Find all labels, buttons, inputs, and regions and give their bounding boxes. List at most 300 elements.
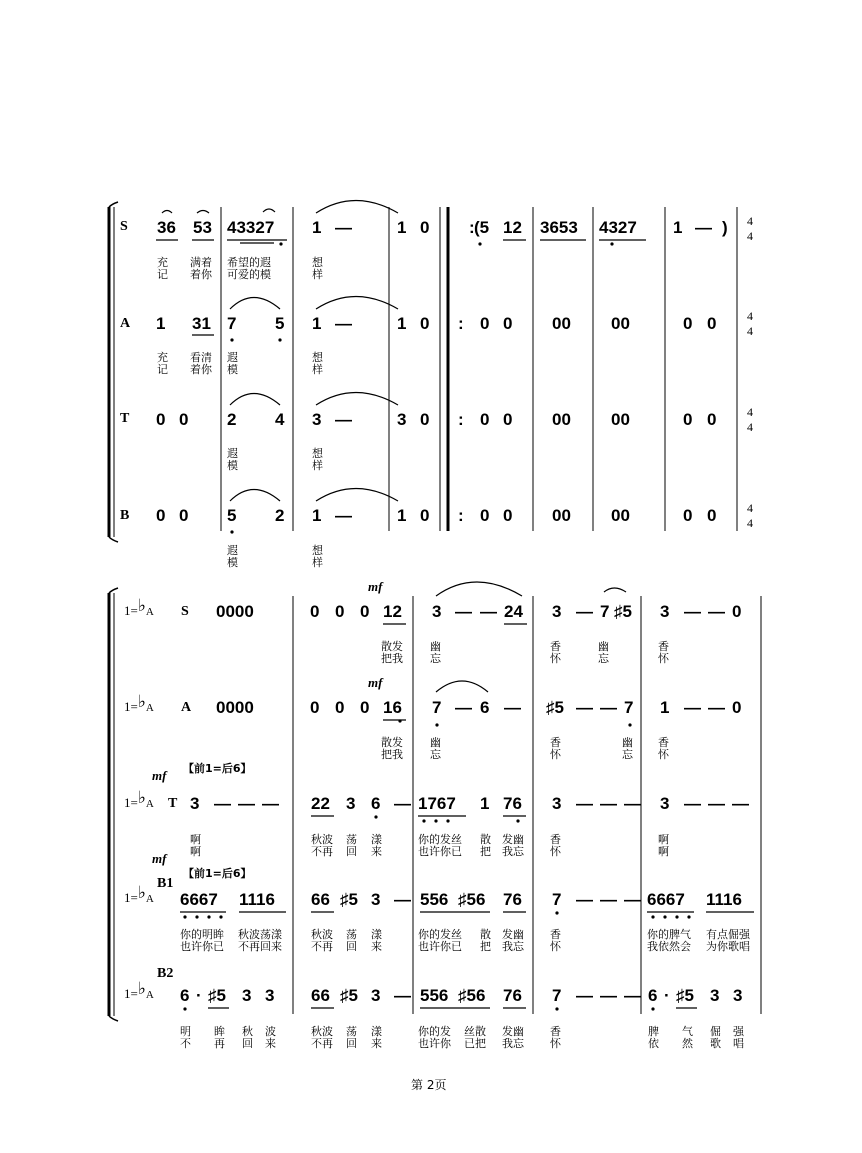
note: 0 xyxy=(156,410,166,429)
note-dash: — xyxy=(394,794,411,813)
note: 1 xyxy=(156,314,166,333)
note-dash: — xyxy=(684,794,701,813)
note: 2 xyxy=(275,506,285,525)
note-augmentation-dot: · xyxy=(196,986,202,1005)
note: 1 xyxy=(312,506,322,525)
note: 556 xyxy=(420,986,449,1005)
note: 0 xyxy=(179,506,189,525)
lyric: 倔 xyxy=(710,1025,721,1038)
note: 0 xyxy=(310,602,320,621)
note: 22 xyxy=(311,794,330,813)
note: 1116 xyxy=(706,890,742,909)
lyric: 也许你已 xyxy=(418,940,462,953)
note-dash: — xyxy=(394,986,411,1005)
lyric: 来 xyxy=(371,845,382,858)
note: 76 xyxy=(503,986,522,1005)
note: ♯5 xyxy=(340,986,358,1005)
note: 0 xyxy=(360,698,370,717)
lyric: 散 xyxy=(480,928,491,941)
lyric: 充 xyxy=(157,351,168,364)
lyric: 荡 xyxy=(346,928,357,941)
note: 6 xyxy=(180,986,190,1005)
key-signature: 1=♭A xyxy=(124,883,154,905)
note: 5 xyxy=(275,314,285,333)
note: 3 xyxy=(733,986,743,1005)
note: 1 xyxy=(480,794,490,813)
lyric: 已把 xyxy=(464,1037,486,1050)
note: 0 xyxy=(707,410,717,429)
part-label-b2: B2 xyxy=(157,966,174,981)
system-1-octave-dots xyxy=(230,242,613,533)
lyric: 想 xyxy=(312,447,323,460)
note: 7 xyxy=(552,890,562,909)
note-dash: — xyxy=(576,986,593,1005)
lyric: 漾 xyxy=(371,833,382,846)
note-dash: — xyxy=(695,218,712,237)
note: 0 xyxy=(179,410,189,429)
lyric: 怀 xyxy=(550,748,561,761)
note-dash: — xyxy=(708,794,725,813)
lyric: 散 xyxy=(480,833,491,846)
repeat-colon: : xyxy=(458,314,464,333)
lyric: 来 xyxy=(265,1037,276,1050)
note-dash: — xyxy=(335,218,352,237)
part-label-t: T xyxy=(120,411,130,426)
lyric: 模 xyxy=(227,459,238,472)
lyric: 想 xyxy=(312,544,323,557)
lyric: 你的发 xyxy=(418,1025,451,1038)
lyric: 我忘 xyxy=(502,1037,524,1050)
note: 00 xyxy=(611,410,630,429)
lyric: 秋波 xyxy=(311,1025,333,1038)
note: 0 xyxy=(707,506,717,525)
note-dash: — xyxy=(624,890,641,909)
note: 31 xyxy=(192,314,211,333)
note: 3 xyxy=(346,794,356,813)
time-signature-bottom: 4 xyxy=(747,229,753,243)
lyric: 忘 xyxy=(622,748,633,761)
lyric: 怀 xyxy=(658,652,669,665)
lyric: 不再回来 xyxy=(238,940,282,953)
part-label-b1: B1 xyxy=(157,876,174,891)
lyric: 来 xyxy=(371,1037,382,1050)
note: 3 xyxy=(190,794,200,813)
lyric: 模 xyxy=(227,363,238,376)
note: 0 xyxy=(335,698,345,717)
lyric: 希望的遐 xyxy=(227,256,271,269)
note: 0 xyxy=(683,410,693,429)
note: 1 xyxy=(397,218,407,237)
lyric: 幽 xyxy=(598,640,609,653)
lyric: 幽 xyxy=(430,640,441,653)
note: 3 xyxy=(312,410,322,429)
note: 3 xyxy=(371,890,381,909)
note: 1 xyxy=(397,314,407,333)
part-label-s: S xyxy=(181,604,189,619)
note: ♯5 xyxy=(340,890,358,909)
note: 6 xyxy=(371,794,381,813)
lyric: 明 xyxy=(180,1025,191,1038)
system-2-bracket xyxy=(109,588,118,1021)
lyric: 来 xyxy=(371,940,382,953)
note: 5 xyxy=(227,506,237,525)
note: 3 xyxy=(265,986,275,1005)
lyric: 发幽 xyxy=(502,1025,524,1038)
lyric: 遐 xyxy=(227,351,238,364)
note: 6 xyxy=(480,698,490,717)
note-augmentation-dot: · xyxy=(664,986,670,1005)
note: 4 xyxy=(275,410,285,429)
note: 43327 xyxy=(227,218,275,237)
lyric: 模 xyxy=(227,556,238,569)
lyric: 怀 xyxy=(550,1037,561,1050)
lyric: 丝散 xyxy=(464,1025,486,1038)
time-signature-top: 4 xyxy=(747,214,753,228)
part-label-a: A xyxy=(181,700,192,715)
system-2-octave-dots xyxy=(183,719,690,1010)
system-1-barlines xyxy=(221,207,737,531)
note: 0 xyxy=(420,218,430,237)
note: 6 xyxy=(648,986,658,1005)
lyric: 我依然会 xyxy=(647,940,691,953)
note: 6667 xyxy=(647,890,685,909)
time-signature-top: 4 xyxy=(747,309,753,323)
lyric: 啊 xyxy=(190,845,201,858)
note: 1116 xyxy=(239,890,275,909)
note: 0 xyxy=(420,410,430,429)
note-dash: — xyxy=(708,602,725,621)
lyric: 怀 xyxy=(658,748,669,761)
lyric: 回 xyxy=(346,845,357,858)
note: 1 xyxy=(397,506,407,525)
note: 3 xyxy=(710,986,720,1005)
note: 12 xyxy=(503,218,522,237)
note: 0 xyxy=(503,314,513,333)
note: 3 xyxy=(432,602,442,621)
note: 0 xyxy=(480,506,490,525)
note: 0 xyxy=(503,506,513,525)
dynamic-marking: mf xyxy=(152,851,167,866)
note: ♯5 xyxy=(614,602,632,621)
lyric: 忘 xyxy=(430,748,441,761)
lyric: 啊 xyxy=(658,845,669,858)
lyric: 再 xyxy=(214,1037,225,1050)
lyric: 怀 xyxy=(550,845,561,858)
note: 00 xyxy=(611,314,630,333)
note-dash: — xyxy=(335,314,352,333)
note-dash: — xyxy=(335,506,352,525)
note-paren: ) xyxy=(722,218,728,237)
time-signature-top: 4 xyxy=(747,501,753,515)
system-1-bracket xyxy=(109,202,118,542)
note: 3 xyxy=(371,986,381,1005)
lyric: 眸 xyxy=(214,1025,225,1038)
note-dash: — xyxy=(238,794,255,813)
lyric: 把 xyxy=(480,940,491,953)
note-dash: — xyxy=(455,602,472,621)
lyric: 秋波荡漾 xyxy=(238,928,282,941)
lyric: 气 xyxy=(682,1025,693,1038)
lyric: 强 xyxy=(733,1025,744,1038)
note: 1767 xyxy=(418,794,456,813)
key-signature: 1=♭A xyxy=(124,596,154,618)
lyric: 不再 xyxy=(311,1037,333,1050)
lyric: 回 xyxy=(346,1037,357,1050)
note-dash: — xyxy=(576,698,593,717)
lyric: 你的明眸 xyxy=(180,928,224,941)
note: 0 xyxy=(683,314,693,333)
lyric: 香 xyxy=(550,928,561,941)
note-dash: — xyxy=(600,794,617,813)
lyric: 有点倔强 xyxy=(706,928,750,941)
note: 66 xyxy=(311,890,330,909)
note: 12 xyxy=(383,602,402,621)
key-signature: 1=♭A xyxy=(124,692,154,714)
note: 24 xyxy=(504,602,523,621)
lyric: 我忘 xyxy=(502,845,524,858)
part-label-s: S xyxy=(120,219,128,234)
lyric: 波 xyxy=(265,1025,276,1038)
note-dash: — xyxy=(600,698,617,717)
note: ♯5 xyxy=(546,698,564,717)
lyric: 不再 xyxy=(311,845,333,858)
lyric: 样 xyxy=(312,363,323,376)
note: 7 xyxy=(432,698,442,717)
note: 7 xyxy=(600,602,610,621)
lyric: 香 xyxy=(658,640,669,653)
time-signature-bottom: 4 xyxy=(747,324,753,338)
lyric: 看清 xyxy=(190,351,212,364)
note-dash: — xyxy=(576,794,593,813)
note-dash: — xyxy=(262,794,279,813)
note: 556 xyxy=(420,890,449,909)
note: 3 xyxy=(660,602,670,621)
lyric: 遐 xyxy=(227,544,238,557)
note: 36 xyxy=(157,218,176,237)
lyric: 啊 xyxy=(658,833,669,846)
note: 0 xyxy=(360,602,370,621)
dynamic-marking: mf xyxy=(368,675,383,690)
note: 0 xyxy=(732,602,742,621)
note: 00 xyxy=(611,506,630,525)
note-dash: — xyxy=(576,602,593,621)
lyric: 散发 xyxy=(381,640,403,653)
note: 3 xyxy=(660,794,670,813)
lyric: 歌 xyxy=(710,1037,721,1050)
lyric: 样 xyxy=(312,459,323,472)
note: 0 xyxy=(707,314,717,333)
lyric: 唱 xyxy=(733,1037,744,1050)
lyric: 回 xyxy=(242,1037,253,1050)
lyric: 香 xyxy=(550,1025,561,1038)
note: 1 xyxy=(312,314,322,333)
lyric: 发幽 xyxy=(502,928,524,941)
note: 0000 xyxy=(216,602,254,621)
lyric: 样 xyxy=(312,556,323,569)
lyric: 散发 xyxy=(381,736,403,749)
system-1-ties xyxy=(162,201,398,502)
note: 4327 xyxy=(599,218,637,237)
note: 0 xyxy=(156,506,166,525)
lyric: 漾 xyxy=(371,928,382,941)
lyric: 记 xyxy=(157,363,168,376)
part-label-b: B xyxy=(120,508,130,523)
note-dash: — xyxy=(335,410,352,429)
system-2-ties xyxy=(436,582,626,692)
note: 0 xyxy=(480,314,490,333)
lyric: 想 xyxy=(312,256,323,269)
lyric: 忘 xyxy=(598,652,609,665)
key-change-annotation: 【前1=后6】 xyxy=(183,762,252,775)
lyric: 遐 xyxy=(227,447,238,460)
note-dash: — xyxy=(624,794,641,813)
key-change-annotation: 【前1=后6】 xyxy=(183,867,252,880)
lyric: 充 xyxy=(157,256,168,269)
lyric: 你的脾气 xyxy=(647,928,691,941)
note: ♯56 xyxy=(458,986,486,1005)
note: 00 xyxy=(552,506,571,525)
note: 76 xyxy=(503,890,522,909)
note: 0 xyxy=(420,506,430,525)
note: 53 xyxy=(193,218,212,237)
note: 76 xyxy=(503,794,522,813)
note: 6667 xyxy=(180,890,218,909)
note-dash: — xyxy=(624,986,641,1005)
lyric: 也许你已 xyxy=(180,940,224,953)
note-dash: — xyxy=(684,602,701,621)
note: 0 xyxy=(310,698,320,717)
lyric: 香 xyxy=(550,640,561,653)
key-signature: 1=♭A xyxy=(124,788,154,810)
lyric: 漾 xyxy=(371,1025,382,1038)
lyric: 脾 xyxy=(648,1025,659,1038)
note: 3 xyxy=(242,986,252,1005)
note: ♯56 xyxy=(458,890,486,909)
note: 0 xyxy=(683,506,693,525)
lyric: 秋波 xyxy=(311,928,333,941)
repeat-colon: : xyxy=(458,410,464,429)
system-1-underlines xyxy=(156,240,646,335)
lyric: 幽 xyxy=(622,736,633,749)
note-dash: — xyxy=(684,698,701,717)
note: ♯5 xyxy=(676,986,694,1005)
lyric: 荡 xyxy=(346,833,357,846)
note-dash: — xyxy=(480,602,497,621)
lyric: 香 xyxy=(550,833,561,846)
lyric: 荡 xyxy=(346,1025,357,1038)
note-dash: — xyxy=(455,698,472,717)
lyric: 幽 xyxy=(430,736,441,749)
lyric: 着你 xyxy=(190,268,212,281)
note-dash: — xyxy=(708,698,725,717)
note: 3653 xyxy=(540,218,578,237)
lyric: 你的发丝 xyxy=(418,833,462,846)
lyric: 怀 xyxy=(550,652,561,665)
lyric: 着你 xyxy=(190,363,212,376)
lyric: 把我 xyxy=(381,652,403,665)
lyric: 样 xyxy=(312,268,323,281)
note-dash: — xyxy=(600,986,617,1005)
lyric: 怀 xyxy=(550,940,561,953)
note-dash: — xyxy=(504,698,521,717)
note: ♯5 xyxy=(208,986,226,1005)
repeat-colon: : xyxy=(458,506,464,525)
dynamic-marking: mf xyxy=(152,768,167,783)
time-signature-bottom: 4 xyxy=(747,420,753,434)
note: 1 xyxy=(312,218,322,237)
lyric: 回 xyxy=(346,940,357,953)
lyric: 香 xyxy=(550,736,561,749)
lyric: 把 xyxy=(480,845,491,858)
note: 00 xyxy=(552,314,571,333)
note: (5 xyxy=(474,218,490,237)
lyric: 不 xyxy=(180,1037,191,1050)
lyric: 依 xyxy=(648,1037,659,1050)
note: 3 xyxy=(397,410,407,429)
lyric: 也许你 xyxy=(418,1037,451,1050)
system-2-barlines xyxy=(293,596,761,1014)
lyric: 秋波 xyxy=(311,833,333,846)
note-dash: — xyxy=(600,890,617,909)
part-label-a: A xyxy=(120,316,131,331)
repeat-colon: : xyxy=(469,218,475,237)
note: 0 xyxy=(480,410,490,429)
note: 3 xyxy=(552,794,562,813)
note: 7 xyxy=(227,314,237,333)
note: 7 xyxy=(624,698,634,717)
lyric: 发幽 xyxy=(502,833,524,846)
note: 66 xyxy=(311,986,330,1005)
lyric: 香 xyxy=(658,736,669,749)
lyric: 秋 xyxy=(242,1025,253,1038)
note: 7 xyxy=(552,986,562,1005)
key-signature: 1=♭A xyxy=(124,979,154,1001)
note: 0 xyxy=(503,410,513,429)
lyric: 满着 xyxy=(190,256,212,269)
note-dash: — xyxy=(214,794,231,813)
note-dash: — xyxy=(576,890,593,909)
note-dash: — xyxy=(394,890,411,909)
time-signature-top: 4 xyxy=(747,405,753,419)
lyric: 你的发丝 xyxy=(418,928,462,941)
note: 2 xyxy=(227,410,237,429)
note: 0 xyxy=(732,698,742,717)
note: 0 xyxy=(335,602,345,621)
lyric: 也许你已 xyxy=(418,845,462,858)
note: 0 xyxy=(420,314,430,333)
page-number: 第 2页 xyxy=(411,1078,447,1092)
note: 00 xyxy=(552,410,571,429)
lyric: 然 xyxy=(682,1037,693,1050)
note: 3 xyxy=(552,602,562,621)
note: 16 xyxy=(383,698,402,717)
dynamic-marking: mf xyxy=(368,579,383,594)
note-dash: — xyxy=(732,794,749,813)
lyric: 记 xyxy=(157,268,168,281)
note: 1 xyxy=(660,698,670,717)
time-signature-bottom: 4 xyxy=(747,516,753,530)
lyric: 啊 xyxy=(190,833,201,846)
note: 1 xyxy=(673,218,683,237)
lyric: 不再 xyxy=(311,940,333,953)
lyric: 为你歌唱 xyxy=(706,940,750,953)
lyric: 可爱的模 xyxy=(227,268,271,281)
lyric: 想 xyxy=(312,351,323,364)
note: 0000 xyxy=(216,698,254,717)
lyric: 把我 xyxy=(381,748,403,761)
lyric: 忘 xyxy=(430,652,441,665)
part-label-t: T xyxy=(168,796,178,811)
